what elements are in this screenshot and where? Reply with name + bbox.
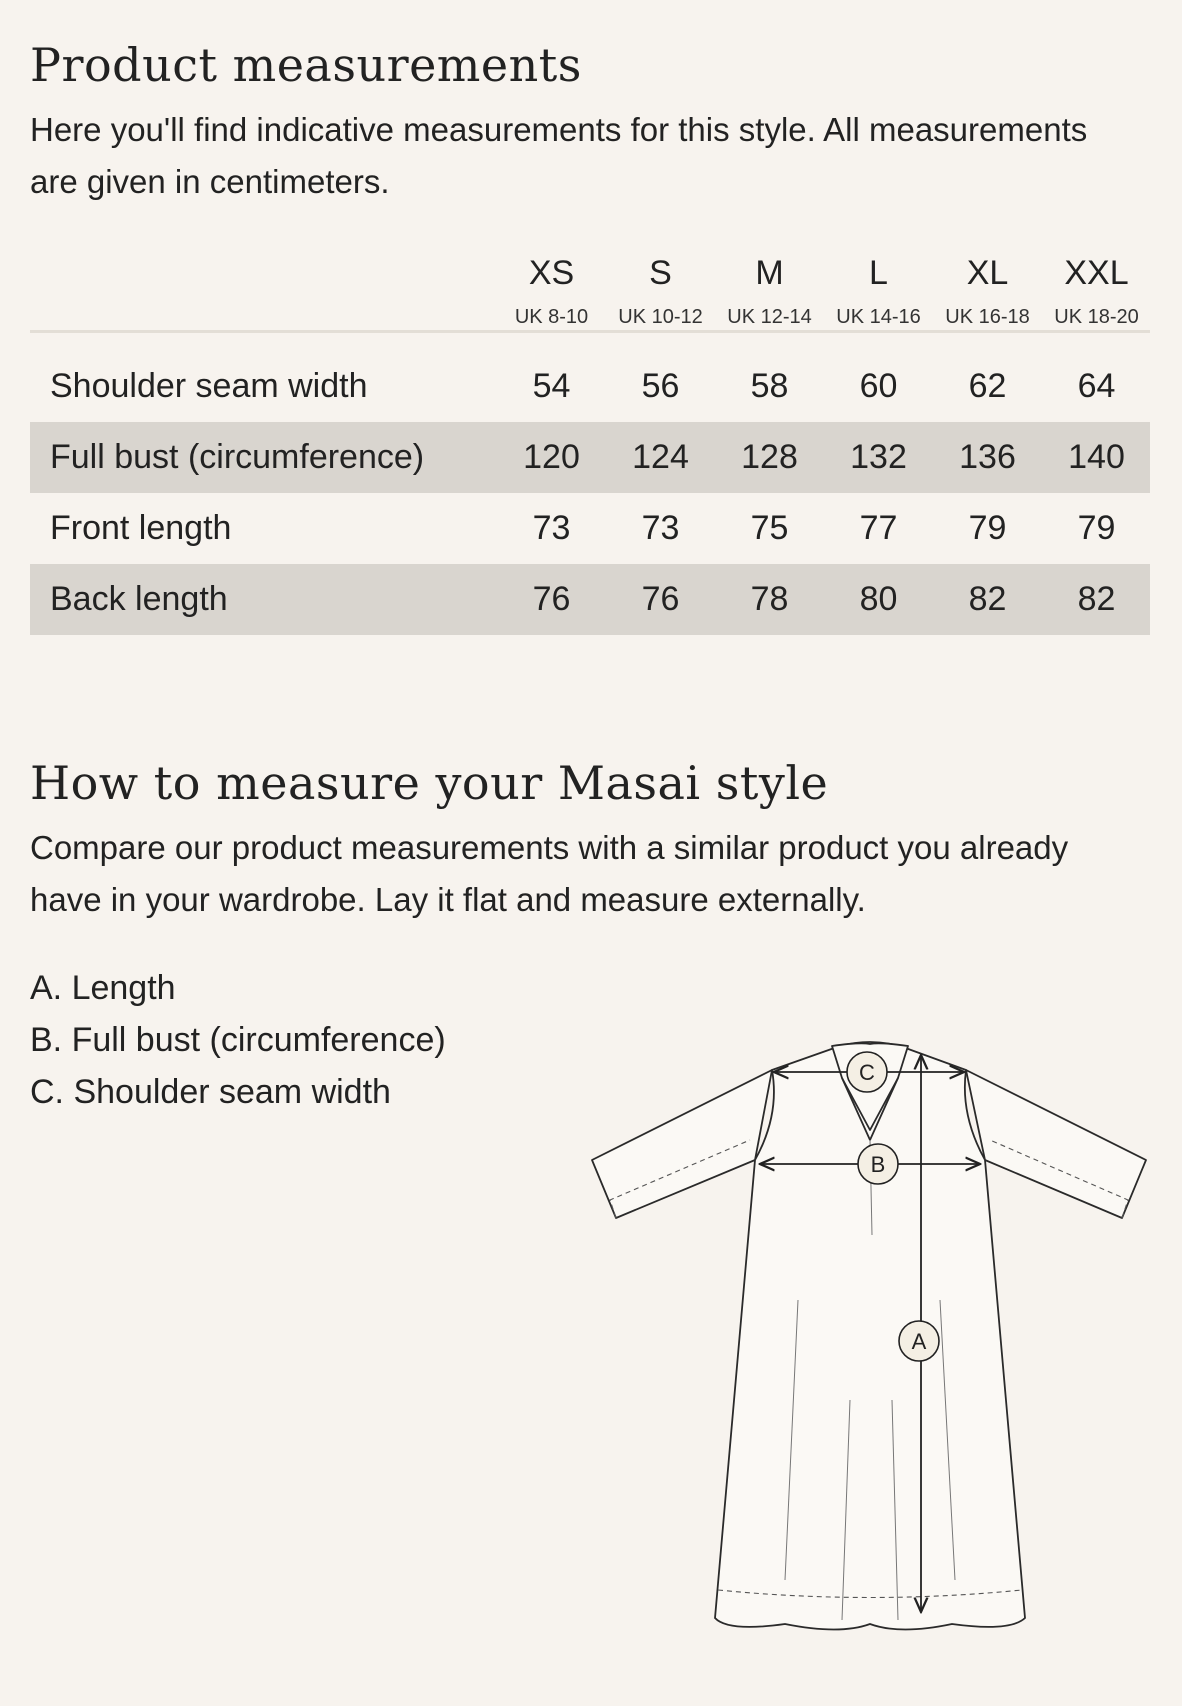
size-code: S [649,254,672,292]
table-cell: 140 [1068,438,1125,476]
measurement-rows [30,351,1150,635]
dress-illustration [580,1020,1160,1640]
size-uk-equivalent: UK 12-14 [727,306,812,328]
size-column-xxl [1042,240,1151,329]
table-cell: 124 [632,438,689,476]
badge-b-label: B [870,1152,886,1177]
measurement-legend [30,962,446,1118]
measurements-title: Product measurements [30,38,582,92]
table-cell: 73 [641,509,680,547]
dress-diagram [580,1020,1160,1640]
table-row-back-length [30,564,1150,635]
legend-item-shoulder-seam: C. Shoulder seam width [30,1073,391,1111]
table-cell: 78 [750,580,789,618]
table-cell: 62 [968,367,1007,405]
row-label: Shoulder seam width [50,367,368,405]
table-row-front-length [30,493,1150,564]
table-cell: 79 [1077,509,1116,547]
row-label: Full bust (circumference) [50,438,425,476]
legend-item-length: A. Length [30,969,176,1007]
table-cell: 132 [850,438,907,476]
table-cell: 64 [1077,367,1116,405]
table-row-full-bust [30,422,1150,493]
size-uk-equivalent: UK 8-10 [514,306,589,328]
size-column-xs [497,240,606,329]
table-row-shoulder-seam-width [30,351,1150,422]
size-uk-equivalent: UK 14-16 [836,306,921,328]
badge-b [858,1144,898,1184]
row-label: Front length [50,509,232,547]
table-cell: 58 [750,367,789,405]
dress-outline [592,1042,1146,1630]
size-uk-equivalent: UK 18-20 [1054,306,1139,328]
size-column-l [824,240,933,329]
table-cell: 77 [859,509,898,547]
badge-a-label: A [911,1329,927,1354]
size-code: XL [966,254,1009,292]
size-header-row [30,240,1150,333]
table-cell: 60 [859,367,898,405]
legend-item-full-bust: B. Full bust (circumference) [30,1021,446,1059]
size-column-s [606,240,715,329]
size-uk-equivalent: UK 16-18 [945,306,1030,328]
table-cell: 73 [532,509,571,547]
table-cell: 82 [1077,580,1116,618]
table-cell: 76 [641,580,680,618]
table-cell: 128 [741,438,798,476]
table-cell: 56 [641,367,680,405]
size-column-xl [933,240,1042,329]
table-cell: 76 [532,580,571,618]
badge-a [899,1321,939,1361]
how-to-measure-description: Compare our product measurements with a similar product you already have in your wardrobe. Lay it flat and measure externally. [30,829,1069,918]
size-code: XS [528,254,575,292]
table-cell: 54 [532,367,571,405]
size-column-m [715,240,824,329]
row-label: Back length [50,580,228,618]
measurements-description: Here you'll find indicative measurements for this style. All measurements are given in centimeters. [30,111,1088,200]
badge-c-label: C [859,1060,875,1085]
table-cell: 120 [523,438,580,476]
table-cell: 79 [968,509,1007,547]
how-to-measure-title: How to measure your Masai style [30,756,829,810]
size-table [30,240,1150,635]
size-code: M [755,254,784,292]
badge-c [847,1052,887,1092]
table-cell: 80 [859,580,898,618]
table-cell: 136 [959,438,1016,476]
size-uk-equivalent: UK 10-12 [618,306,703,328]
size-code: XXL [1064,254,1129,292]
size-code: L [869,254,888,292]
table-cell: 75 [750,509,789,547]
table-cell: 82 [968,580,1007,618]
